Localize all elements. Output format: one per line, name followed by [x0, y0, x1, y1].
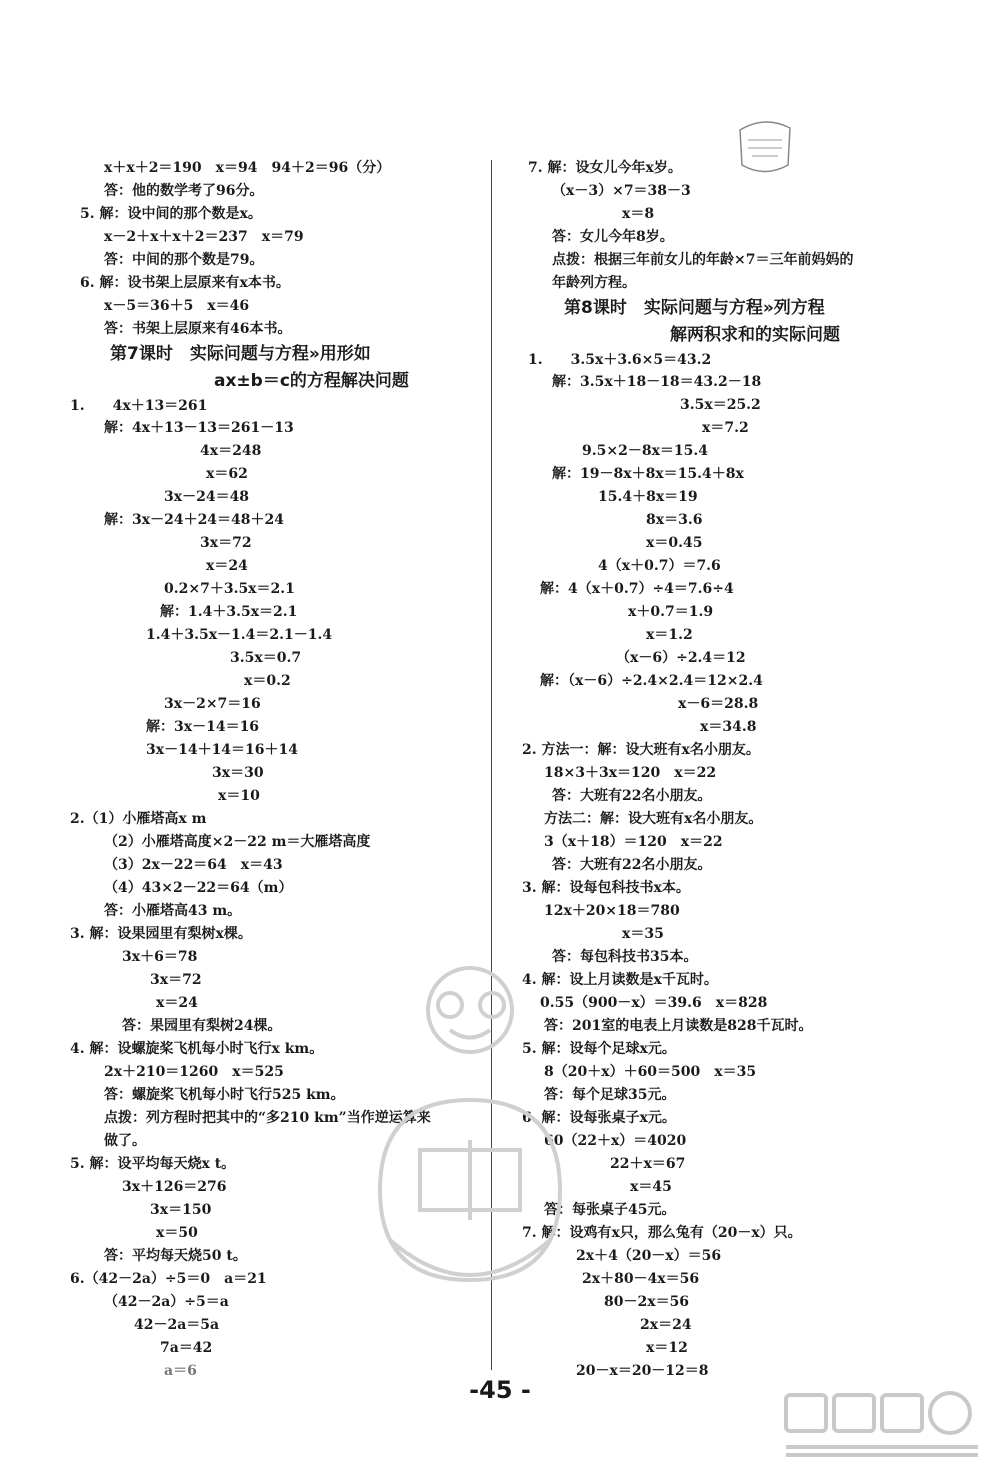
text-line: 2x＋4（20－x）＝56 [576, 1248, 722, 1264]
text-line: 4x＝248 [200, 443, 262, 459]
text-line: x＝34.8 [700, 719, 757, 735]
text-line: 答：大班有22名小朋友。 [552, 788, 712, 804]
text-line: 1. 4x＋13＝261 [70, 398, 208, 414]
text-line: x＝24 [156, 995, 198, 1011]
text-line: 3（x＋18）＝120 x＝22 [544, 834, 723, 850]
text-line: 42－2a＝5a [134, 1317, 220, 1333]
text-line: 解：3.5x＋18－18＝43.2－18 [552, 374, 762, 390]
text-line: 答：小雁塔高43 m。 [104, 903, 242, 919]
text-line: 4. 解：设螺旋桨飞机每小时飞行x km。 [70, 1041, 324, 1057]
text-line: 7. 解：设鸡有x只，那么兔有（20－x）只。 [522, 1225, 802, 1241]
text-line: 6. 解：设书架上层原来有x本书。 [80, 275, 290, 291]
text-line: 3x＝150 [150, 1202, 212, 1218]
text-line: 3x＝30 [212, 765, 264, 781]
section-heading: ax±b＝c的方程解决问题 [214, 371, 409, 391]
text-line: 2x＋210＝1260 x＝525 [104, 1064, 284, 1080]
text-line: 3x＋6＝78 [122, 949, 198, 965]
text-line: x＝35 [622, 926, 664, 942]
text-line: 5. 解：设中间的那个数是x。 [80, 206, 262, 222]
section-heading: 解两积求和的实际问题 [670, 325, 840, 345]
text-line: 5. 解：设平均每天烧x t。 [70, 1156, 236, 1172]
text-line: 答：每包科技书35本。 [552, 949, 698, 965]
text-line: （x－3）×7＝38－3 [552, 183, 691, 199]
text-line: x－5＝36＋5 x＝46 [104, 298, 250, 314]
text-line: 3x－2×7＝16 [164, 696, 261, 712]
text-line: 答：他的数学考了96分。 [104, 183, 264, 199]
text-line: 解：（x－6）÷2.4×2.4＝12×2.4 [540, 673, 763, 689]
text-line: x－6＝28.8 [678, 696, 759, 712]
text-line: 9.5×2－8x＝15.4 [582, 443, 709, 459]
text-line: 80－2x＝56 [604, 1294, 690, 1310]
text-line: a＝6 [164, 1363, 197, 1379]
text-line: x＝45 [630, 1179, 672, 1195]
text-line: 6. 解：设每张桌子x元。 [522, 1110, 676, 1126]
text-line: 4（x＋0.7）＝7.6 [598, 558, 721, 574]
text-line: 2. 方法一：解：设大班有x名小朋友。 [522, 742, 760, 758]
text-line: x＝50 [156, 1225, 198, 1241]
text-line: 点拨：根据三年前女儿的年龄×7＝三年前妈妈的 [552, 252, 854, 268]
text-line: 7a＝42 [160, 1340, 213, 1356]
text-line: 3x＝72 [150, 972, 202, 988]
stamp-icon [730, 110, 800, 180]
text-line: （4）43×2－22＝64（m） [104, 880, 293, 896]
text-line: 4. 解：设上月读数是x千瓦时。 [522, 972, 718, 988]
text-line: x－2＋x＋x＋2＝237 x＝79 [104, 229, 304, 245]
text-line: x＝12 [646, 1340, 688, 1356]
text-line: x＝24 [206, 558, 248, 574]
text-line: （3）2x－22＝64 x＝43 [104, 857, 283, 873]
text-line: 答：201室的电表上月读数是828千瓦时。 [544, 1018, 813, 1034]
text-line: 60（22＋x）＝4020 [544, 1133, 687, 1149]
text-line: 答：女儿今年8岁。 [552, 229, 674, 245]
text-line: x＝8 [622, 206, 655, 222]
text-line: 6.（42－2a）÷5＝0 a＝21 [70, 1271, 267, 1287]
text-line: 答：中间的那个数是79。 [104, 252, 264, 268]
text-line: 解：3x－24＋24＝48＋24 [104, 512, 285, 528]
text-line: 8（20＋x）＋60＝500 x＝35 [544, 1064, 757, 1080]
text-line: 18×3＋3x＝120 x＝22 [544, 765, 717, 781]
text-line: x＝10 [218, 788, 260, 804]
text-line: 7. 解：设女儿今年x岁。 [528, 160, 682, 176]
text-line: 15.4＋8x＝19 [598, 489, 698, 505]
text-line: 3.5x＝0.7 [230, 650, 302, 666]
text-line: 0.55（900－x）＝39.6 x＝828 [540, 995, 768, 1011]
text-line: 解：19－8x＋8x＝15.4＋8x [552, 466, 744, 482]
text-line: x＋x＋2＝190 x＝94 94＋2＝96（分） [104, 160, 391, 176]
text-line: 点拨：列方程时把其中的“多210 km”当作逆运算来 [104, 1110, 431, 1126]
text-line: x＝0.45 [646, 535, 703, 551]
text-line: 3.5x＝25.2 [680, 397, 761, 413]
text-line: 方法二：解：设大班有x名小朋友。 [544, 811, 763, 827]
section-heading: 第7课时 实际问题与方程»用形如 [110, 344, 371, 364]
text-line: 20－x＝20－12＝8 [576, 1363, 709, 1379]
page-number: -45 - [469, 1376, 531, 1404]
text-line: 3x－14＋14＝16＋14 [146, 742, 299, 758]
text-line: 年龄列方程。 [552, 275, 636, 291]
text-line: 答：平均每天烧50 t。 [104, 1248, 247, 1264]
text-line: 3. 解：设果园里有梨树x棵。 [70, 926, 252, 942]
text-line: 答：书架上层原来有46本书。 [104, 321, 292, 337]
text-line: 3x＝72 [200, 535, 252, 551]
text-line: （x－6）÷2.4＝12 [616, 650, 746, 666]
text-line: x＝7.2 [702, 420, 749, 436]
text-line: 2x＝24 [640, 1317, 692, 1333]
text-line: 做了。 [104, 1133, 146, 1149]
text-line: 8x＝3.6 [646, 512, 703, 528]
text-line: 答：果园里有梨树24棵。 [122, 1018, 282, 1034]
text-line: x＝62 [206, 466, 248, 482]
text-line: 22＋x＝67 [610, 1156, 686, 1172]
column-divider [491, 160, 492, 1370]
text-line: 3. 解：设每包科技书x本。 [522, 880, 690, 896]
section-heading: 第8课时 实际问题与方程»列方程 [564, 298, 825, 318]
text-line: 解：3x－14＝16 [146, 719, 260, 735]
text-line: 答：每张桌子45元。 [544, 1202, 676, 1218]
text-line: 12x＋20×18＝780 [544, 903, 680, 919]
text-line: 1. 3.5x＋3.6×5＝43.2 [528, 352, 712, 368]
text-line: 解：1.4＋3.5x＝2.1 [160, 604, 298, 620]
text-line: 答：每个足球35元。 [544, 1087, 676, 1103]
text-line: 5. 解：设每个足球x元。 [522, 1041, 676, 1057]
text-line: x＝0.2 [244, 673, 291, 689]
text-line: （2）小雁塔高度×2－22 m＝大雁塔高度 [104, 834, 371, 850]
text-line: 0.2×7＋3.5x＝2.1 [164, 581, 295, 597]
text-line: x＋0.7＝1.9 [628, 604, 714, 620]
text-line: （42－2a）÷5＝a [104, 1294, 229, 1310]
text-line: 解：4x＋13－13＝261－13 [104, 420, 294, 436]
text-line: 3x＋126＝276 [122, 1179, 227, 1195]
text-line: 2x＋80－4x＝56 [582, 1271, 700, 1287]
text-line: 3x－24＝48 [164, 489, 250, 505]
text-line: 答：螺旋桨飞机每小时飞行525 km。 [104, 1087, 345, 1103]
text-line: x＝1.2 [646, 627, 693, 643]
text-line: 2.（1）小雁塔高x m [70, 811, 207, 827]
text-line: 1.4＋3.5x－1.4＝2.1－1.4 [146, 627, 333, 643]
text-line: 解：4（x＋0.7）÷4＝7.6÷4 [540, 581, 734, 597]
text-line: 答：大班有22名小朋友。 [552, 857, 712, 873]
